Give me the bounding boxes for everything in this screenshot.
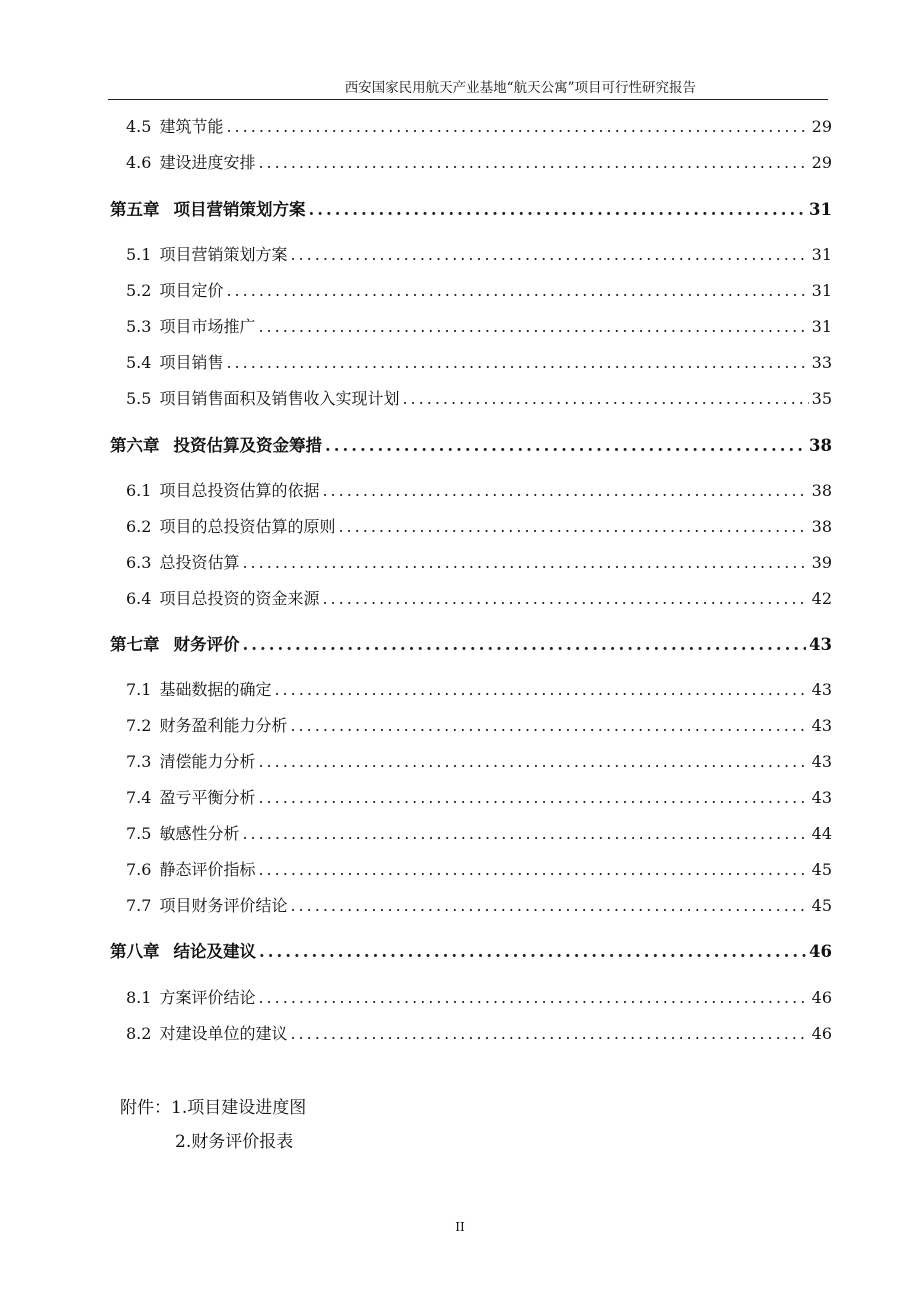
toc-entry-title: 项目的总投资估算的原则 (159, 517, 336, 536)
toc-section-entry[interactable] (126, 280, 832, 302)
toc-entry-title: 方案评价结论 (159, 988, 256, 1007)
toc-section-entry[interactable] (126, 116, 832, 138)
toc-chapter-entry[interactable] (110, 435, 832, 457)
toc-entry-number: 7.2 (126, 716, 152, 735)
toc-entry-title: 投资估算及资金筹措 (173, 436, 322, 455)
toc-leader-dots (242, 552, 808, 574)
toc-entry-number: 第七章 (110, 635, 160, 654)
toc-section-entry[interactable] (126, 352, 832, 374)
toc-entry-title: 项目财务评价结论 (159, 896, 288, 915)
toc-entry-title: 项目市场推广 (159, 317, 256, 336)
toc-entry-title: 项目总投资的资金来源 (159, 589, 320, 608)
toc-entry-page: 33 (811, 353, 832, 372)
toc-entry-page: 46 (811, 1024, 832, 1043)
toc-entry-page: 31 (811, 317, 832, 336)
page-footer (0, 1220, 920, 1234)
toc-section-entry[interactable] (126, 552, 832, 574)
toc-leader-dots (226, 116, 808, 138)
toc-section-entry[interactable] (126, 588, 832, 610)
toc-entry-title: 项目销售面积及销售收入实现计划 (159, 389, 400, 408)
toc-section-entry[interactable] (126, 316, 832, 338)
toc-entry-title: 建设进度安排 (159, 153, 256, 172)
toc-entry-page: 35 (811, 389, 832, 408)
toc-section-entry[interactable] (126, 1023, 832, 1045)
toc-entry-title: 项目营销策划方案 (173, 200, 306, 219)
toc-entry-page: 45 (811, 896, 832, 915)
toc-leader-dots (258, 787, 808, 809)
toc-leader-dots (322, 480, 808, 502)
toc-entry-title: 结论及建议 (173, 942, 256, 961)
toc-entry-number: 8.2 (126, 1024, 152, 1043)
appendix-item: 1.项目建设进度图 (171, 1098, 307, 1118)
toc-entry-number: 6.1 (126, 481, 152, 500)
toc-section-entry[interactable] (126, 987, 832, 1009)
toc-leader-dots (309, 199, 807, 221)
toc-entry-number: 6.4 (126, 589, 152, 608)
toc-entry-page: 44 (811, 824, 832, 843)
toc-leader-dots (243, 634, 807, 656)
toc-entry-title: 敏感性分析 (159, 824, 240, 843)
toc-entry-number: 第八章 (110, 942, 160, 961)
toc-entry-title: 对建设单位的建议 (159, 1024, 288, 1043)
toc-chapter-entry[interactable] (110, 634, 832, 656)
toc-leader-dots (290, 895, 808, 917)
toc-entry-page: 43 (811, 752, 832, 771)
toc-entry-number: 7.7 (126, 896, 152, 915)
toc-entry-number: 4.5 (126, 117, 152, 136)
toc-section-entry[interactable] (126, 480, 832, 502)
toc-entry-page: 38 (811, 517, 832, 536)
appendix-label: 附件： (120, 1098, 171, 1118)
toc-entry-number: 7.3 (126, 752, 152, 771)
toc-section-entry[interactable] (126, 679, 832, 701)
toc-section-entry[interactable] (126, 152, 832, 174)
toc-entry-title: 项目销售 (159, 353, 224, 372)
toc-leader-dots (290, 1023, 808, 1045)
running-header-title: 西安国家民用航天产业基地“航天公寓”项目可行性研究报告 (344, 80, 696, 96)
toc-entry-page: 43 (811, 788, 832, 807)
toc-entry-number: 8.1 (126, 988, 152, 1007)
toc-entry-title: 总投资估算 (159, 553, 240, 572)
toc-entry-title: 项目总投资估算的依据 (159, 481, 320, 500)
toc-entry-number: 5.3 (126, 317, 152, 336)
toc-entry-title: 建筑节能 (159, 117, 224, 136)
toc-section-entry[interactable] (126, 244, 832, 266)
toc-entry-title: 静态评价指标 (159, 860, 256, 879)
toc-leader-dots (226, 352, 808, 374)
toc-section-entry[interactable] (126, 787, 832, 809)
toc-entry-page: 29 (811, 153, 832, 172)
toc-leader-dots (274, 679, 808, 701)
toc-section-entry[interactable] (126, 388, 832, 410)
toc-leader-dots (290, 715, 808, 737)
toc-entry-page: 38 (811, 481, 832, 500)
toc-entry-page: 39 (811, 553, 832, 572)
toc-entry-page: 42 (811, 589, 832, 608)
toc-entry-title: 基础数据的确定 (159, 680, 272, 699)
toc-section-entry[interactable] (126, 859, 832, 881)
toc-entry-page: 31 (811, 281, 832, 300)
toc-entry-page: 45 (811, 860, 832, 879)
toc-section-entry[interactable] (126, 751, 832, 773)
page-number: II (455, 1220, 465, 1234)
toc-entry-number: 6.2 (126, 517, 152, 536)
toc-entry-title: 财务评价 (173, 635, 240, 654)
toc-entry-page: 31 (809, 200, 832, 219)
toc-chapter-entry[interactable] (110, 941, 832, 963)
toc-entry-page: 46 (809, 942, 832, 961)
toc-entry-number: 5.2 (126, 281, 152, 300)
toc-section-entry[interactable] (126, 823, 832, 845)
appendix-line-2 (175, 1131, 293, 1153)
toc-section-entry[interactable] (126, 715, 832, 737)
toc-leader-dots (258, 987, 808, 1009)
toc-leader-dots (338, 516, 808, 538)
toc-entry-number: 第六章 (110, 436, 160, 455)
running-header (108, 78, 828, 100)
appendix-line-1 (120, 1097, 306, 1119)
toc-leader-dots (325, 435, 806, 457)
toc-entry-number: 5.5 (126, 389, 152, 408)
toc-entry-number: 7.5 (126, 824, 152, 843)
appendix-item: 2.财务评价报表 (175, 1132, 294, 1152)
toc-entry-title: 清偿能力分析 (159, 752, 256, 771)
toc-entry-title: 盈亏平衡分析 (159, 788, 256, 807)
toc-entry-number: 7.1 (126, 680, 152, 699)
toc-leader-dots (258, 751, 808, 773)
toc-leader-dots (258, 152, 808, 174)
toc-entry-number: 7.6 (126, 860, 152, 879)
toc-chapter-entry[interactable] (110, 199, 832, 221)
toc-entry-number: 5.4 (126, 353, 152, 372)
toc-section-entry[interactable] (126, 516, 832, 538)
toc-leader-dots (258, 859, 808, 881)
toc-leader-dots (259, 941, 806, 963)
toc-entry-page: 43 (811, 716, 832, 735)
toc-entry-title: 财务盈利能力分析 (159, 716, 288, 735)
toc-section-entry[interactable] (126, 895, 832, 917)
toc-entry-page: 46 (811, 988, 832, 1007)
toc-entry-title: 项目定价 (159, 281, 224, 300)
toc-leader-dots (258, 316, 808, 338)
toc-entry-page: 38 (809, 436, 832, 455)
toc-entry-page: 43 (809, 635, 832, 654)
toc-entry-number: 6.3 (126, 553, 152, 572)
toc-leader-dots (290, 244, 808, 266)
toc-entry-page: 31 (811, 245, 832, 264)
toc-leader-dots (226, 280, 808, 302)
toc-entry-page: 29 (811, 117, 832, 136)
toc-entry-number: 4.6 (126, 153, 152, 172)
toc-entry-number: 第五章 (110, 200, 160, 219)
toc-leader-dots (402, 388, 808, 410)
toc-entry-number: 5.1 (126, 245, 152, 264)
toc-leader-dots (322, 588, 808, 610)
toc-entry-title: 项目营销策划方案 (159, 245, 288, 264)
toc-entry-page: 43 (811, 680, 832, 699)
toc-leader-dots (242, 823, 808, 845)
toc-entry-number: 7.4 (126, 788, 152, 807)
